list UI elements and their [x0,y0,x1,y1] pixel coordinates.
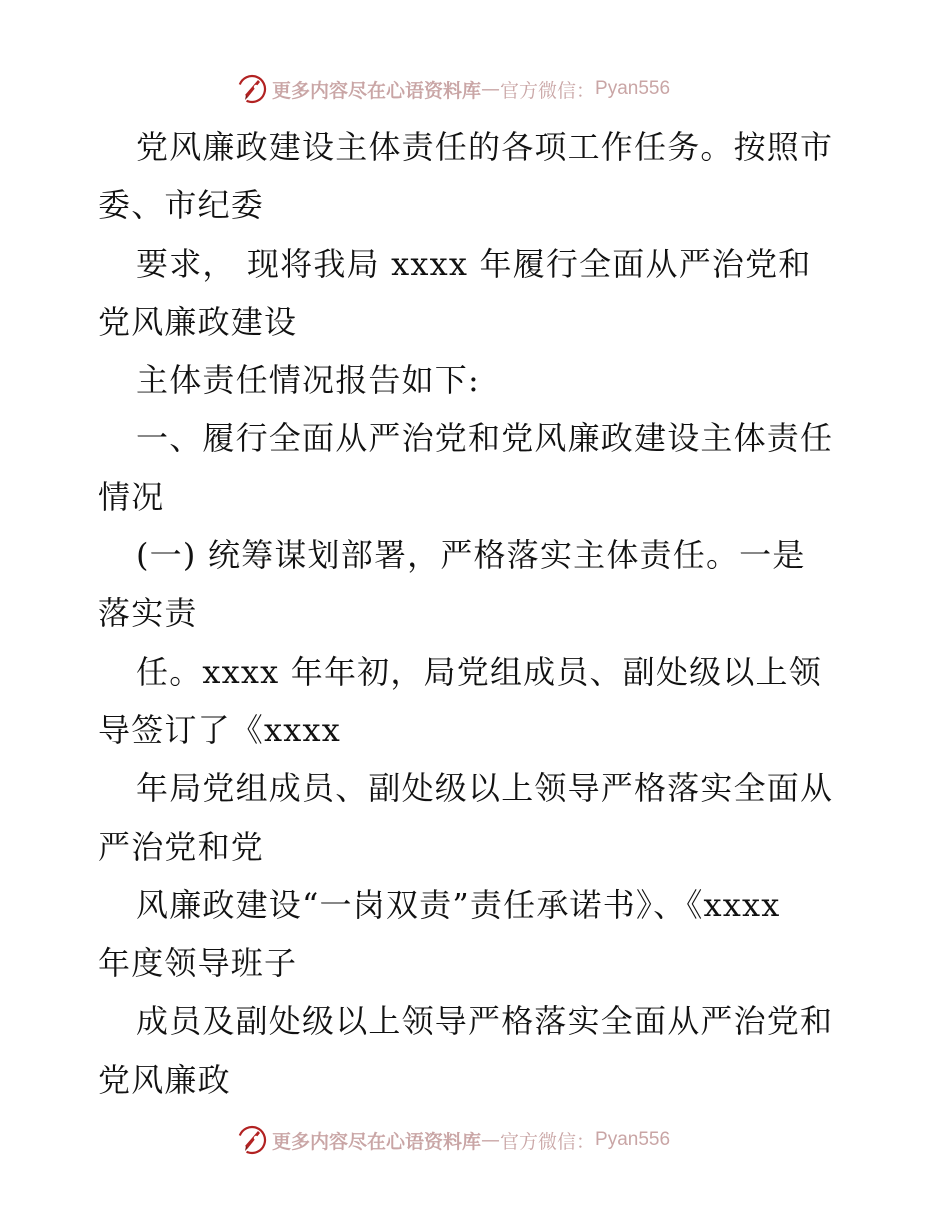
text-line: 成员及副处级以上领导严格落实全面从严治党和 [136,1002,834,1041]
text-line: 情况 [98,477,165,516]
text-line: 落实责 [98,594,198,633]
text-line: 要求， 现将我局 xxxx 年履行全面从严治党和 [136,244,812,283]
watermark-official-label: 官方微信： [500,79,596,102]
watermark-text: 更多内容尽在心语资料库 [272,1130,482,1153]
text-line: 党风廉政建设主体责任的各项工作任务。按照市 [136,128,834,166]
text-line: 导签订了《xxxx [98,710,341,749]
text-line: 党风廉政 [98,1060,231,1099]
text-line: (一) 统筹谋划部署，严格落实主体责任。一是 [136,536,806,575]
text-line: 风廉政建设“一岗双责”责任承诺书》、《xxxx [136,885,781,924]
watermark-official-label: 官方微信： [500,1130,596,1153]
text-line: 一、履行全面从严治党和党风廉政建设主体责任 [136,419,834,458]
text-line: 年度领导班子 [98,944,298,983]
quill-logo-icon [236,73,268,105]
text-line: 任。xxxx 年年初，局党组成员、副处级以上领 [136,652,822,691]
footer-watermark [236,1123,670,1157]
document-body [98,118,854,1109]
watermark-account: Pyan556 [595,78,671,99]
text-line: 严治党和党 [98,827,265,866]
watermark-text: 更多内容尽在心语资料库 [272,79,482,102]
watermark-separator: — [481,78,501,100]
watermark-separator: — [481,1129,501,1151]
header-watermark [236,72,670,106]
quill-logo-icon [236,1124,268,1156]
text-line: 主体责任情况报告如下: [136,361,480,400]
text-line: 委、市纪委 [98,186,265,225]
text-line: 年局党组成员、副处级以上领导严格落实全面从 [136,769,834,808]
text-line: 党风廉政建设 [98,302,298,341]
watermark-account: Pyan556 [595,1129,671,1150]
